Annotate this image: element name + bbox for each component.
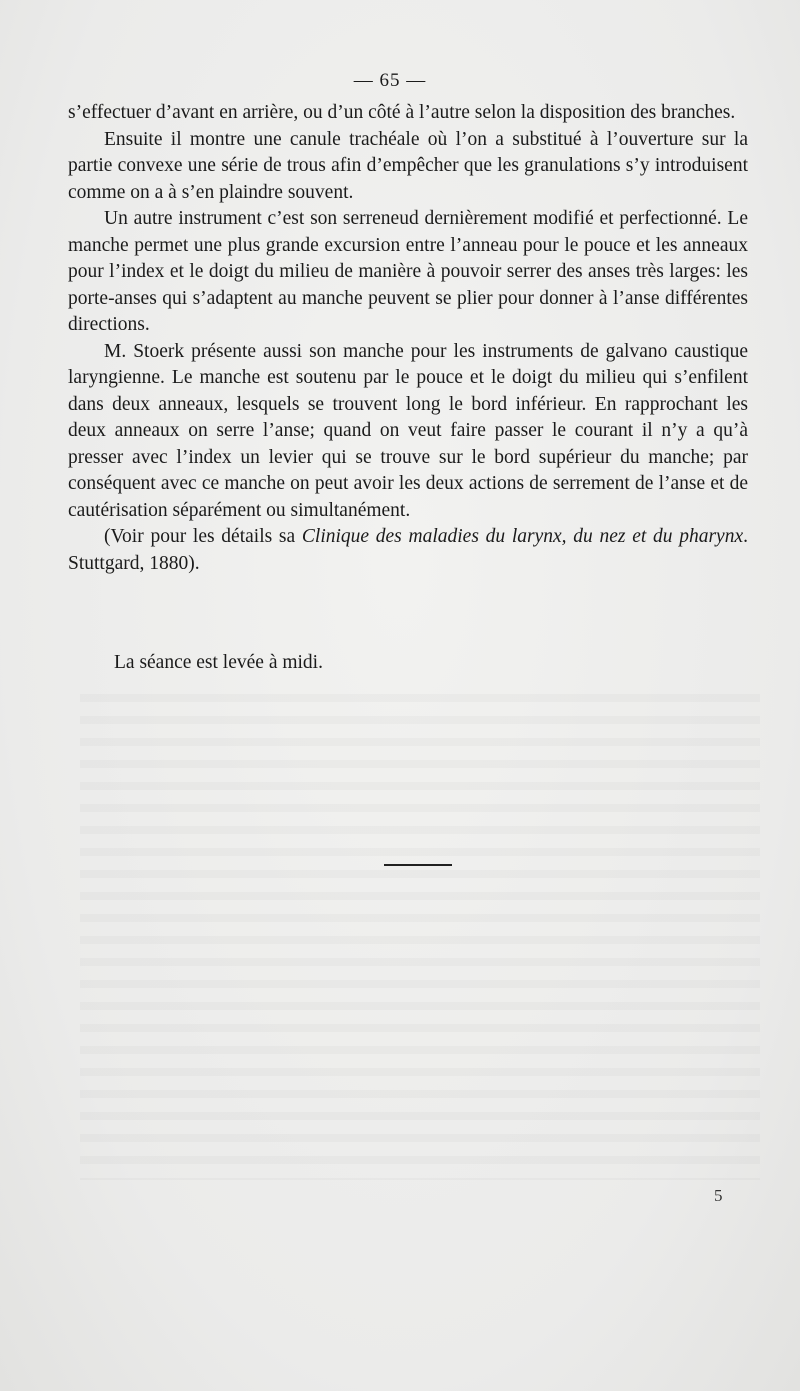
body-text [68,100,748,577]
paragraph: Ensuite il montre une canule trachéale où l’on a substitué à l’ouverture sur la partie convexe une série de trous afin d’empêcher que les granulations s’y introduisent comme on a à s’en plaindre souvent. [68,128,748,203]
paragraph: s’effectuer d’avant en arrière, ou d’un côté à l’autre selon la disposition des branches. [68,102,736,123]
paragraph: Un autre instrument c’est son serreneud dernièrement modifié et perfectionné. Le manche permet une plus grande excursion entre l’anneau pour le pouce et les anneaux pour l’index et le doigt du milieu de manière à pouvoir serrer des anses très larges: les porte-anses qui s’adaptent au manche peuvent se plier pour donner à l’anse différentes directions. [68,208,748,335]
paragraph: M. Stoerk présente aussi son manche pour les instruments de galvano caustique laryngienne. Le manche est soutenu par le pouce et le doigt du milieu qui s’enfilent dans deux anneaux, lesquels se trouvent long le bord inférieur. En rapprochant les deux anneaux on serre l’anse; quand on veut faire passer le courant il n’y a qu’à presser avec l’index un levier qui se trouve sur le bord supérieur du manche; par conséquent avec ce manche on peut avoir les deux actions de serrement de l’anse et de cautérisation séparément ou simultanément. [68,340,748,521]
reference-title: Clinique des maladies du larynx, du nez et du pharynx [301,526,744,547]
reference-prefix: (Voir pour les détails sa [104,526,302,547]
reference-suffix: . Stuttgard, 1880). [68,526,748,574]
page-number: — 65 — [353,70,427,91]
signature-mark: 5 [714,1186,723,1205]
closing-line: La séance est levée à midi. [114,652,323,673]
reference-paragraph [68,524,748,577]
bleed-through-texture [80,680,760,1180]
section-divider [384,864,452,866]
